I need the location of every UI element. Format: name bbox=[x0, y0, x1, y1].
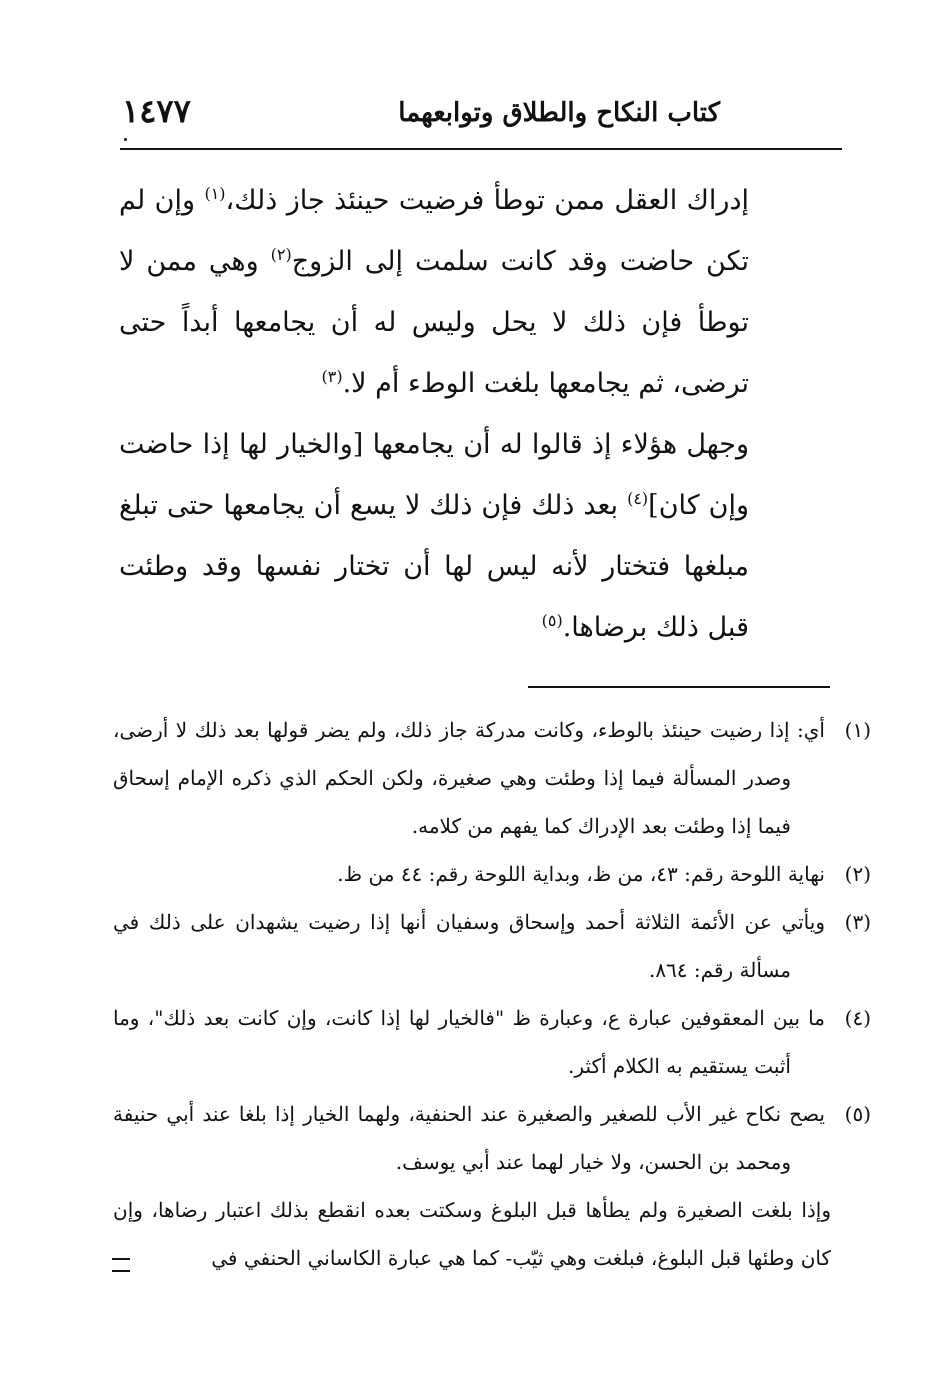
footnote-text: ويأتي عن الأئمة الثلاثة أحمد وإسحاق وسفيان أنها إذا رضيت يشهدان على ذلك في مسألة رقم: ٨٦٤. bbox=[113, 910, 825, 982]
text-segment: وجهل هؤلاء إذ قالوا له أن يجامعها [والخيار لها إذا حاضت وإن كان] bbox=[119, 429, 749, 521]
footnote-5: (٥)يصح نكاح غير الأب للصغير والصغيرة عند الحنفية، ولهما الخيار إذا بلغا عند أبي حنيفة ومحمد بن الحسن، ولا خيار لهما عند أبي يوسف. bbox=[113, 1102, 871, 1174]
footnote-2: (٢)نهاية اللوحة رقم: ٤٣، من ظ، وبداية اللوحة رقم: ٤٤ من ظ. bbox=[337, 862, 871, 886]
page-number: ١٤٧٧ bbox=[122, 92, 191, 130]
footnote-1: (١)أي: إذا رضيت حينئذ بالوطء، وكانت مدركة جاز ذلك، ولم يضر قولها بعد ذلك لا أرضى، وصدر المسألة فيما إذا وطئت وهي صغيرة، ولكن الحكم الذي ذكره الإمام إسحاق فيما إذا وطئت بعد الإدراك كما يفهم من كلامه. bbox=[113, 718, 871, 838]
footnote-ref-1: (١) bbox=[204, 184, 226, 203]
footnote-ref-3: (٣) bbox=[321, 367, 343, 386]
main-text bbox=[119, 170, 749, 658]
text-segment: إدراك العقل ممن توطأ فرضيت حينئذ جاز ذلك، bbox=[225, 185, 749, 216]
running-head bbox=[120, 92, 840, 140]
text-segment: وإن لم تكن حاضت وقد كانت سلمت إلى الزوج bbox=[119, 185, 749, 277]
footnote-ref-4: (٤) bbox=[627, 489, 649, 508]
text-segment: وهي ممن لا توطأ فإن ذلك لا يحل وليس له أن يجامعها أبداً حتى ترضى، ثم يجامعها بلغت الوطء أم لا. bbox=[119, 246, 749, 399]
footnote-3: (٣)ويأتي عن الأئمة الثلاثة أحمد وإسحاق وسفيان أنها إذا رضيت يشهدان على ذلك في مسألة رقم: ٨٦٤. bbox=[113, 910, 871, 982]
footnote-text: نهاية اللوحة رقم: ٤٣، من ظ، وبداية اللوحة رقم: ٤٤ من ظ. bbox=[337, 862, 825, 886]
footnotes bbox=[113, 706, 871, 1282]
footnote-text: يصح نكاح غير الأب للصغير والصغيرة عند الحنفية، ولهما الخيار إذا بلغا عند أبي حنيفة ومحمد بن الحسن، ولا خيار لهما عند أبي يوسف. bbox=[113, 1102, 825, 1174]
footnote-ref-2: (٢) bbox=[270, 245, 292, 264]
footnote-text: ما بين المعقوفين عبارة ع، وعبارة ظ "فالخيار لها إذا كانت، وإن كانت بعد ذلك"، وما أثبت يستقيم به الكلام أكثر. bbox=[113, 1006, 825, 1078]
header-rule bbox=[120, 148, 842, 150]
footnote-separator bbox=[528, 686, 830, 688]
footnote-text: أي: إذا رضيت حينئذ بالوطء، وكانت مدركة جاز ذلك، ولم يضر قولها بعد ذلك لا أرضى، وصدر المسألة فيما إذا وطئت وهي صغيرة، ولكن الحكم الذي ذكره الإمام إسحاق فيما إذا وطئت بعد الإدراك كما يفهم من كلامه. bbox=[113, 718, 825, 838]
dot-mark bbox=[124, 138, 127, 141]
main-paragraph-2 bbox=[119, 414, 749, 658]
text-segment: بعد ذلك فإن ذلك لا يسع أن يجامعها حتى تبلغ مبلغها فتختار لأنه ليس لها أن تختار نفسها وقد وطئت قبل ذلك برضاها. bbox=[119, 490, 749, 643]
footnote-4: (٤)ما بين المعقوفين عبارة ع، وعبارة ظ "فالخيار لها إذا كانت، وإن كانت بعد ذلك"، وما أثبت يستقيم به الكلام أكثر. bbox=[113, 1006, 871, 1078]
footnote-ref-5: (٥) bbox=[541, 611, 563, 630]
continuation-mark bbox=[112, 1258, 130, 1272]
footnote-continuation: وإذا بلغت الصغيرة ولم يطأها قبل البلوغ وسكتت بعده انقطع بذلك اعتبار رضاها، وإن كان وطئها قبل البلوغ، فبلغت وهي ثيّب- كما هي عبارة الكاساني الحنفي في bbox=[113, 1198, 831, 1270]
running-title: كتاب النكاح والطلاق وتوابعهما bbox=[398, 98, 720, 128]
main-paragraph-1 bbox=[119, 170, 749, 414]
